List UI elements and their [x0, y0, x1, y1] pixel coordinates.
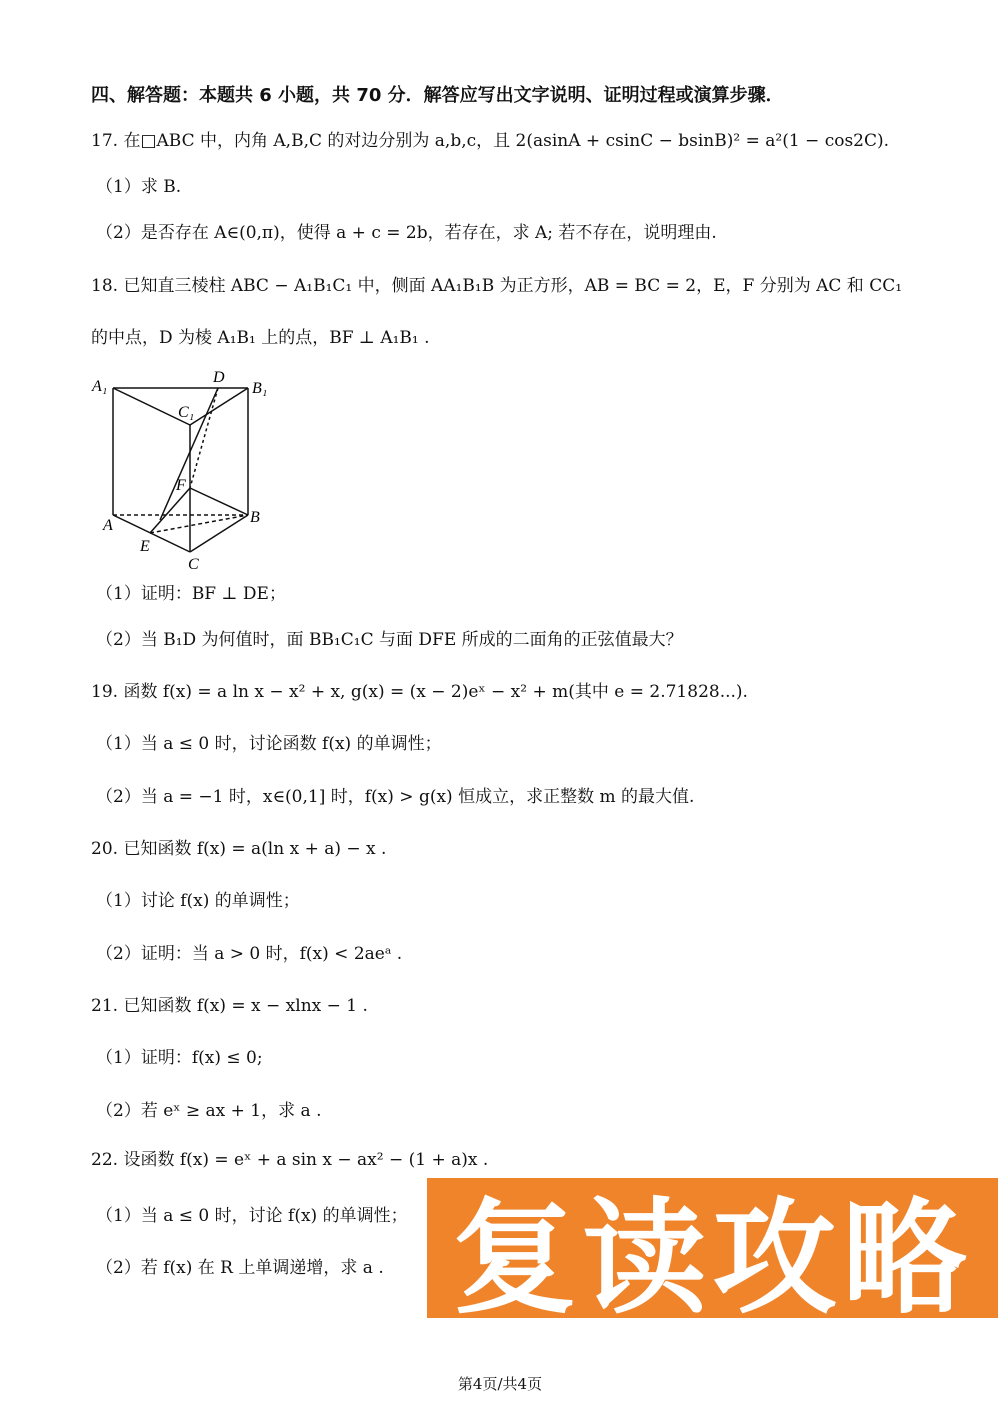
- q18-part1: （1）证明：BF ⊥ DE；: [96, 584, 286, 604]
- section-header: 四、解答题：本题共 6 小题，共 70 分．解答应写出文字说明、证明过程或演算步骤．: [91, 85, 784, 106]
- label-b: B: [250, 509, 260, 526]
- prism-figure: [88, 365, 288, 580]
- q21-part1: （1）证明：f(x) ≤ 0;: [96, 1048, 263, 1068]
- q19-part1: （1）当 a ≤ 0 时，讨论函数 f(x) 的单调性；: [96, 734, 442, 754]
- label-a: A: [103, 517, 113, 534]
- q21-stem: 21. 已知函数 f(x) = x − xlnx − 1 .: [91, 996, 368, 1016]
- label-e: E: [140, 538, 150, 555]
- q22-part1: （1）当 a ≤ 0 时，讨论 f(x) 的单调性；: [96, 1206, 408, 1226]
- label-d: D: [213, 369, 225, 386]
- q19-stem: 19. 函数 f(x) = a ln x − x² + x, g(x) = (x − 2)eˣ − x² + m(其中 e = 2.71828...).: [91, 682, 748, 702]
- label-c: C: [188, 556, 199, 573]
- q22-stem: 22. 设函数 f(x) = eˣ + a sin x − ax² − (1 + a)x .: [91, 1150, 489, 1170]
- label-f: F: [176, 477, 186, 494]
- q18-stem-cont: 的中点，D 为棱 A₁B₁ 上的点，BF ⊥ A₁B₁ .: [91, 328, 430, 348]
- label-b1: B₁: [252, 380, 268, 397]
- q18-part2: （2）当 B₁D 为何值时，面 BB₁C₁C 与面 DFE 所成的二面角的正弦值最大？: [96, 630, 683, 650]
- q20-part2: （2）证明：当 a > 0 时，f(x) < 2aeᵃ .: [96, 944, 403, 964]
- q19-part2: （2）当 a = −1 时，x∈(0,1] 时，f(x) > g(x) 恒成立，求正整数 m 的最大值.: [96, 787, 695, 807]
- page-footer: 第4页/共4页: [457, 1375, 543, 1393]
- label-a1: A₁: [92, 378, 108, 395]
- q18-stem: 18. 已知直三棱柱 ABC − A₁B₁C₁ 中，侧面 AA₁B₁B 为正方形，AB = BC = 2，E，F 分别为 AC 和 CC₁: [91, 276, 903, 296]
- q20-stem: 20. 已知函数 f(x) = a(ln x + a) − x .: [91, 839, 387, 859]
- q22-part2: （2）若 f(x) 在 R 上单调递增，求 a .: [96, 1258, 384, 1278]
- q17-part1: （1）求 B.: [96, 177, 182, 197]
- watermark-banner: [427, 1178, 998, 1331]
- q17-stem: 17. 在□ABC 中，内角 A,B,C 的对边分别为 a,b,c，且 2(asinA + csinC − bsinB)² = a²(1 − cos2C).: [91, 131, 890, 151]
- watermark-text: 复读攻略: [452, 1187, 973, 1331]
- q17-part2: （2）是否存在 A∈(0,π)，使得 a + c = 2b，若存在，求 A; 若不存在，说明理由.: [96, 223, 717, 243]
- q21-part2: （2）若 eˣ ≥ ax + 1，求 a .: [96, 1101, 322, 1121]
- label-c1: C₁: [178, 404, 195, 421]
- q20-part1: （1）讨论 f(x) 的单调性；: [96, 891, 300, 911]
